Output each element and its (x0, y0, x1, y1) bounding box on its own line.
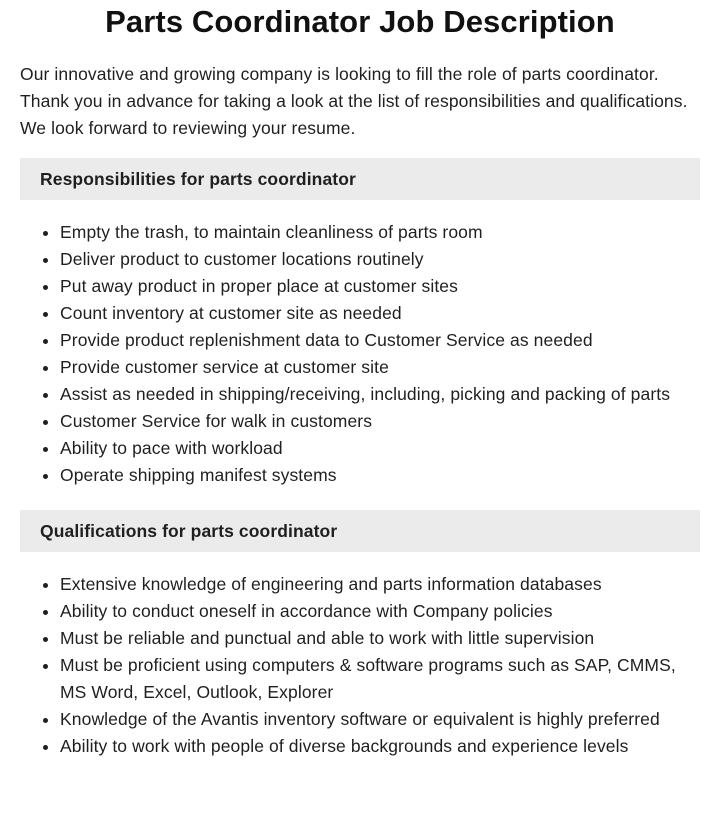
qualifications-heading: Qualifications for parts coordinator (20, 510, 700, 552)
list-item: • Deliver product to customer locations routinely (60, 246, 700, 273)
list-item: • Extensive knowledge of engineering and parts information databases (60, 571, 700, 598)
list-item: • Provide customer service at customer site (60, 354, 700, 381)
page-title: Parts Coordinator Job Description (105, 4, 615, 39)
list-item: • Count inventory at customer site as needed (60, 300, 700, 327)
list-item: • Customer Service for walk in customers (60, 408, 700, 435)
list-item: • Provide product replenishment data to Customer Service as needed (60, 327, 700, 354)
responsibilities-list (20, 219, 700, 489)
intro-paragraph: Our innovative and growing company is looking to fill the role of parts coordinator. Thank you in advance for taking a look at the list of responsibilities and qualifications. We look forward to reviewing your resume. (20, 64, 688, 138)
list-item: • Operate shipping manifest systems (60, 462, 700, 489)
qualifications-list (20, 571, 700, 760)
list-item: • Must be proficient using computers & software programs such as SAP, CMMS, MS Word, Excel, Outlook, Explorer (60, 652, 700, 706)
list-item: • Empty the trash, to maintain cleanliness of parts room (60, 219, 700, 246)
list-item: • Put away product in proper place at customer sites (60, 273, 700, 300)
responsibilities-heading: Responsibilities for parts coordinator (20, 158, 700, 200)
list-item: • Ability to pace with workload (60, 435, 700, 462)
list-item: • Must be reliable and punctual and able to work with little supervision (60, 625, 700, 652)
list-item: • Knowledge of the Avantis inventory software or equivalent is highly preferred (60, 706, 700, 733)
list-item: • Ability to work with people of diverse backgrounds and experience levels (60, 733, 700, 760)
list-item: • Assist as needed in shipping/receiving, including, picking and packing of parts (60, 381, 700, 408)
list-item: • Ability to conduct oneself in accordance with Company policies (60, 598, 700, 625)
